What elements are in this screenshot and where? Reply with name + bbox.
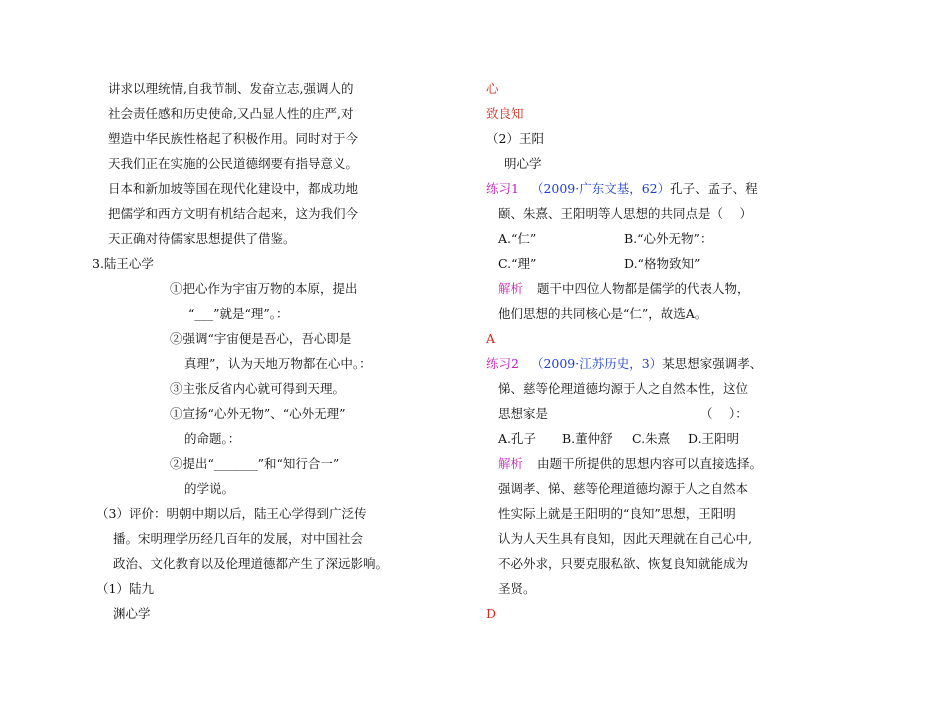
analysis-text: 性实际上就是王阳明的“良知”思想，王阳明 bbox=[498, 506, 736, 521]
point-line: ①宣扬“心外无物”、“心外无理” bbox=[170, 406, 346, 421]
analysis-text: 题干中四位人物都是儒学的代表人物， bbox=[537, 281, 750, 296]
analysis-text: 他们思想的共同核心是“仁”，故选A。 bbox=[498, 306, 708, 321]
point-line: ③主张反省内心就可得到天理。 bbox=[170, 381, 346, 396]
exercise-question: 悌、慈等伦理道德均源于人之自然本性，这位 bbox=[498, 381, 749, 396]
text-line: 天我们正在实施的公民道德纲要有指导意义。 bbox=[108, 156, 359, 171]
evaluation-line: （3）评价：明朝中期以后，陆王心学得到广泛传 bbox=[96, 506, 367, 521]
option-d: D.王阳明 bbox=[688, 431, 740, 446]
answer-bracket: （ ）： bbox=[700, 406, 748, 421]
section-heading: 3.陆王心学 bbox=[92, 256, 154, 271]
point-line: ①把心作为宇宙万物的本原，提出 bbox=[170, 281, 358, 296]
name-line: （1）陆九 bbox=[96, 581, 154, 596]
analysis-text: 圣贤。 bbox=[498, 581, 536, 596]
exercise-question: 颐、朱熹、王阳明等人思想的共同点是（ ） bbox=[498, 206, 752, 221]
text-line: 天正确对待儒家思想提供了借鉴。 bbox=[108, 231, 296, 246]
text-line: 日本和新加坡等国在现代化建设中，都成功地 bbox=[108, 181, 359, 196]
point-line: 的命题。： bbox=[184, 431, 241, 446]
analysis-text: 不必外求，只要克服私欲、恢复良知就能成为 bbox=[498, 556, 749, 571]
analysis-text: 认为人天生具有良知，因此天理就在自己心中, bbox=[498, 531, 752, 546]
exercise-1-line bbox=[486, 181, 758, 197]
name-line: 渊心学 bbox=[113, 606, 151, 621]
exercise-source: （2009·广东文基，62） bbox=[530, 181, 671, 196]
answer-blank-2: 致良知 bbox=[486, 106, 524, 121]
answer: D bbox=[486, 606, 497, 621]
point-line: ②提出“_______”和“知行合一” bbox=[170, 456, 340, 471]
evaluation-line: 播。宋明理学历经几百年的发展，对中国社会 bbox=[113, 531, 364, 546]
text-line: 讲求以理统情,自我节制、发奋立志,强调人的 bbox=[108, 81, 354, 96]
exercise-label: 练习2 bbox=[486, 356, 519, 371]
option-a: A.“仁” bbox=[498, 231, 537, 246]
evaluation-line: 政治、文化教育以及伦理道德都产生了深远影响。 bbox=[113, 556, 389, 571]
point-line: ②强调“宇宙便是吾心，吾心即是 bbox=[170, 331, 352, 346]
exercise-question: 思想家是 bbox=[498, 406, 549, 421]
analysis-line bbox=[498, 456, 762, 472]
exercise-label: 练习1 bbox=[486, 181, 519, 196]
text-line: 社会责任感和历史使命,又凸显人性的庄严,对 bbox=[108, 106, 354, 121]
answer-blank-1: 心 bbox=[486, 81, 499, 96]
text-line: 把儒学和西方文明有机结合起来，这为我们今 bbox=[108, 206, 359, 221]
name-line: （2）王阳 bbox=[486, 131, 544, 146]
exercise-source: （2009·江苏历史，3） bbox=[530, 356, 663, 371]
name-line: 明心学 bbox=[504, 156, 542, 171]
exercise-2-line bbox=[486, 356, 762, 372]
option-b: B.董仲舒 bbox=[562, 431, 613, 446]
option-c: C.“理” bbox=[498, 256, 537, 271]
analysis-text: 由题干所提供的思想内容可以直接选择。 bbox=[537, 456, 763, 471]
point-line: “___”就是“理”。： bbox=[188, 306, 289, 321]
point-line: 的学说。 bbox=[184, 481, 235, 496]
answer: A bbox=[486, 331, 496, 346]
option-a: A.孔子 bbox=[498, 431, 537, 446]
analysis-label: 解析 bbox=[498, 281, 524, 296]
exercise-question: 某思想家强调孝、 bbox=[662, 356, 763, 371]
option-d: D.“格物致知” bbox=[624, 256, 701, 271]
text-line: 塑造中华民族性格起了积极作用。同时对于今 bbox=[108, 131, 359, 146]
point-line: 真理”，认为天地万物都在心中。： bbox=[184, 356, 372, 371]
analysis-text: 强调孝、悌、慈等伦理道德均源于人之自然本 bbox=[498, 481, 749, 496]
option-b: B.“心外无物”： bbox=[624, 231, 713, 246]
option-c: C.朱熹 bbox=[632, 431, 671, 446]
analysis-label: 解析 bbox=[498, 456, 524, 471]
analysis-line bbox=[498, 281, 750, 297]
exercise-question: 孔子、孟子、程 bbox=[670, 181, 758, 196]
